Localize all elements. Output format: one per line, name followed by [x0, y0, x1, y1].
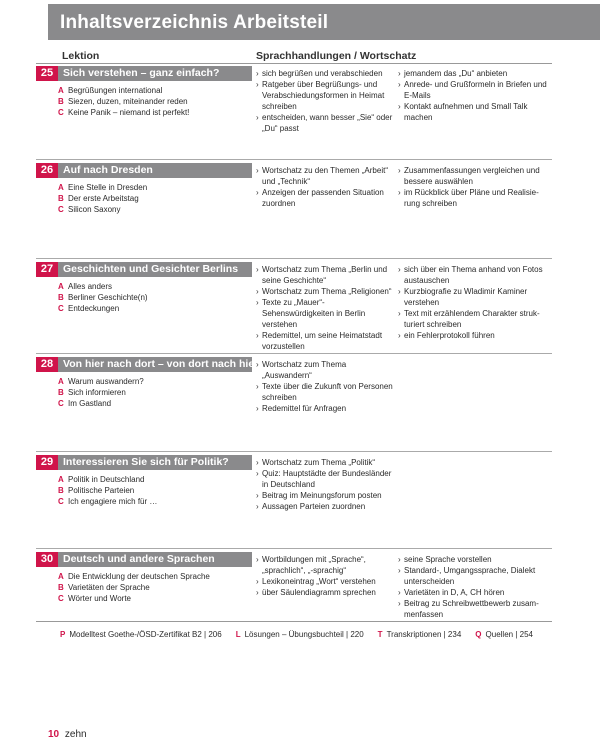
skill-item: › Texte über die Zukunft von Personen schreiben [256, 381, 396, 403]
skill-item: › Wortbildungen mit „Sprache“, „sprachlich“, „-sprachig“ [256, 554, 396, 576]
footer [60, 630, 547, 639]
unit-divider [36, 258, 552, 259]
lesson-title: Im Gastland [68, 399, 112, 408]
skills-column-1 [256, 359, 396, 414]
skills-column-1 [256, 264, 396, 352]
footer-item [60, 630, 222, 639]
footer-letter: P [60, 630, 66, 639]
skill-item: › Redemittel, um seine Heimatstadt vorzustellen [256, 330, 396, 352]
lesson-item [58, 96, 258, 107]
unit-number: 25 [36, 66, 58, 81]
skills-column-1 [256, 457, 396, 512]
lesson-title: Siezen, duzen, miteinander reden [68, 97, 188, 106]
skill-item: › sich begrüßen und verabschieden [256, 68, 396, 79]
lesson-list [58, 571, 258, 604]
skill-item: › seine Sprache vorstellen [398, 554, 552, 565]
lesson-letter: C [58, 594, 64, 603]
skill-item: › Wortschatz zum Thema „Berlin und seine Geschichte“ [256, 264, 396, 286]
lesson-letter: C [58, 399, 64, 408]
unit-title: Interessieren Sie sich für Politik? [63, 456, 229, 468]
unit-divider [36, 159, 552, 160]
skill-item: › Beitrag zu Schreibwettbewerb zusam-menfassen [398, 598, 552, 620]
unit-number: 30 [36, 552, 58, 567]
skills-column-1 [256, 554, 396, 598]
lesson-title: Entdeckungen [68, 304, 120, 313]
skill-item: › Standard-, Umgangssprache, Dialekt unterscheiden [398, 565, 552, 587]
lesson-title: Berliner Geschichte(n) [68, 293, 148, 302]
skill-item: › Anzeigen der passenden Situation zuordnen [256, 187, 396, 209]
header-lektion: Lektion [62, 50, 100, 62]
lesson-letter: A [58, 183, 64, 192]
footer-letter: Q [475, 630, 482, 639]
lesson-letter: B [58, 194, 64, 203]
lesson-title: Varietäten der Sprache [68, 583, 150, 592]
skill-item: › sich über ein Thema anhand von Fotos austauschen [398, 264, 552, 286]
unit-header-bar [36, 262, 252, 277]
skill-item: › Ratgeber über Begrüßungs- und Verabschiedungsformen in Heimat schreiben [256, 79, 396, 112]
skill-item: › Aussagen Parteien zuordnen [256, 501, 396, 512]
lesson-letter: B [58, 388, 64, 397]
lesson-item [58, 474, 258, 485]
skill-item: › jemandem das „Du“ anbieten [398, 68, 552, 79]
skills-column-2 [398, 264, 552, 341]
lesson-letter: C [58, 497, 64, 506]
footer-text: Modelltest Goethe-/ÖSD-Zertifikat B2 | 206 [69, 630, 222, 639]
skills-column-2 [398, 554, 552, 620]
footer-item [378, 630, 462, 639]
unit-header-bar [36, 455, 252, 470]
lesson-item [58, 571, 258, 582]
skill-item: › entscheiden, wann besser „Sie“ oder „Du“ passt [256, 112, 396, 134]
page-number [48, 729, 87, 740]
unit-number: 26 [36, 163, 58, 178]
lesson-title: Politik in Deutschland [68, 475, 145, 484]
unit-header-bar [36, 552, 252, 567]
lesson-item [58, 582, 258, 593]
lesson-letter: A [58, 475, 64, 484]
skill-item: › Varietäten in D, A, CH hören [398, 587, 552, 598]
lesson-item [58, 182, 258, 193]
lesson-item [58, 398, 258, 409]
lesson-item [58, 485, 258, 496]
lesson-title: Warum auswandern? [68, 377, 144, 386]
skill-item: › Texte zu „Mauer“-Sehenswürdigkeiten in Berlin verstehen [256, 297, 396, 330]
unit-divider [36, 451, 552, 452]
skill-item: › Quiz: Hauptstädte der Bundesländer in Deutschland [256, 468, 396, 490]
unit-title: Sich verstehen – ganz einfach? [63, 67, 220, 79]
header-divider [36, 63, 552, 64]
unit-title: Von hier nach dort – von dort nach hier [63, 358, 259, 370]
lesson-letter: C [58, 108, 64, 117]
header-sprachhandlungen: Sprachhandlungen / Wortschatz [256, 50, 417, 62]
lesson-item [58, 303, 258, 314]
skill-item: › Beitrag im Meinungsforum posten [256, 490, 396, 501]
lesson-letter: A [58, 377, 64, 386]
skill-item: › Wortschatz zu den Themen „Arbeit“ und „Technik“ [256, 165, 396, 187]
lesson-item [58, 387, 258, 398]
lesson-title: Politische Parteien [68, 486, 135, 495]
footer-divider [36, 621, 552, 622]
footer-item [236, 630, 364, 639]
skill-item: › Kontakt aufnehmen und Small Talk machen [398, 101, 552, 123]
unit-divider [36, 548, 552, 549]
footer-item [475, 630, 533, 639]
page-number-digits: 10 [48, 729, 60, 740]
skill-item: › ein Fehlerprotokoll führen [398, 330, 552, 341]
lesson-item [58, 85, 258, 96]
lesson-item [58, 292, 258, 303]
lesson-letter: C [58, 304, 64, 313]
skill-item: › Wortschatz zum Thema „Politik“ [256, 457, 396, 468]
skill-item: › Redemittel für Anfragen [256, 403, 396, 414]
lesson-letter: C [58, 205, 64, 214]
skill-item: › Anrede- und Grußformeln in Briefen und E-Mails [398, 79, 552, 101]
lesson-letter: B [58, 583, 64, 592]
unit-header-bar [36, 163, 252, 178]
lesson-list [58, 474, 258, 507]
lesson-title: Eine Stelle in Dresden [68, 183, 148, 192]
page-number-word: zehn [64, 729, 87, 740]
unit-title: Geschichten und Gesichter Berlins [63, 263, 239, 275]
skill-item: › Wortschatz zum Thema „Auswandern“ [256, 359, 396, 381]
skill-item: › Zusammenfassungen vergleichen und bessere auswählen [398, 165, 552, 187]
skill-item: › im Rückblick über Pläne und Realisie-rung schreiben [398, 187, 552, 209]
footer-letter: L [235, 630, 241, 639]
lesson-item [58, 496, 258, 507]
unit-number: 27 [36, 262, 58, 277]
lesson-item [58, 281, 258, 292]
lesson-item [58, 204, 258, 215]
lesson-title: Alles anders [68, 282, 113, 291]
skills-column-1 [256, 68, 396, 134]
lesson-letter: B [58, 293, 64, 302]
skill-item: › Wortschatz zum Thema „Religionen“ [256, 286, 396, 297]
skills-column-2 [398, 165, 552, 209]
lesson-item [58, 193, 258, 204]
skill-item: › Text mit erzählendem Charakter struk-turiert schreiben [398, 308, 552, 330]
unit-divider [36, 353, 552, 354]
lesson-list [58, 281, 258, 314]
footer-letter: T [377, 630, 383, 639]
lesson-title: Der erste Arbeitstag [68, 194, 139, 203]
lesson-list [58, 85, 258, 118]
unit-title: Deutsch und andere Sprachen [63, 553, 215, 565]
skill-item: › Kurzbiografie zu Wladimir Kaminer verstehen [398, 286, 552, 308]
unit-number: 28 [36, 357, 58, 372]
unit-header-bar [36, 357, 259, 372]
page-title: Inhaltsverzeichnis Arbeitsteil [60, 12, 329, 33]
lesson-item [58, 107, 258, 118]
lesson-item [58, 593, 258, 604]
lesson-letter: A [58, 282, 64, 291]
skills-column-2 [398, 68, 552, 123]
lesson-title: Keine Panik – niemand ist perfekt! [68, 108, 190, 117]
footer-text: Quellen | 254 [485, 630, 533, 639]
footer-text: Lösungen – Übungsbuchteil | 220 [244, 630, 364, 639]
lesson-letter: B [58, 97, 64, 106]
lesson-list [58, 182, 258, 215]
lesson-title: Wörter und Worte [68, 594, 131, 603]
unit-title: Auf nach Dresden [63, 164, 153, 176]
lesson-title: Die Entwicklung der deutschen Sprache [68, 572, 210, 581]
lesson-title: Sich informieren [68, 388, 126, 397]
unit-number: 29 [36, 455, 58, 470]
lesson-letter: A [58, 86, 64, 95]
lesson-title: Ich engagiere mich für … [68, 497, 158, 506]
skill-item: › Lexikoneintrag „Wort“ verstehen [256, 576, 396, 587]
lesson-letter: A [58, 572, 64, 581]
lesson-title: Silicon Saxony [68, 205, 121, 214]
skills-column-1 [256, 165, 396, 209]
unit-header-bar [36, 66, 252, 81]
skill-item: › über Säulendiagramm sprechen [256, 587, 396, 598]
lesson-letter: B [58, 486, 64, 495]
lesson-list [58, 376, 258, 409]
title-bar [48, 4, 600, 40]
lesson-title: Begrüßungen international [68, 86, 163, 95]
footer-text: Transkriptionen | 234 [386, 630, 462, 639]
lesson-item [58, 376, 258, 387]
